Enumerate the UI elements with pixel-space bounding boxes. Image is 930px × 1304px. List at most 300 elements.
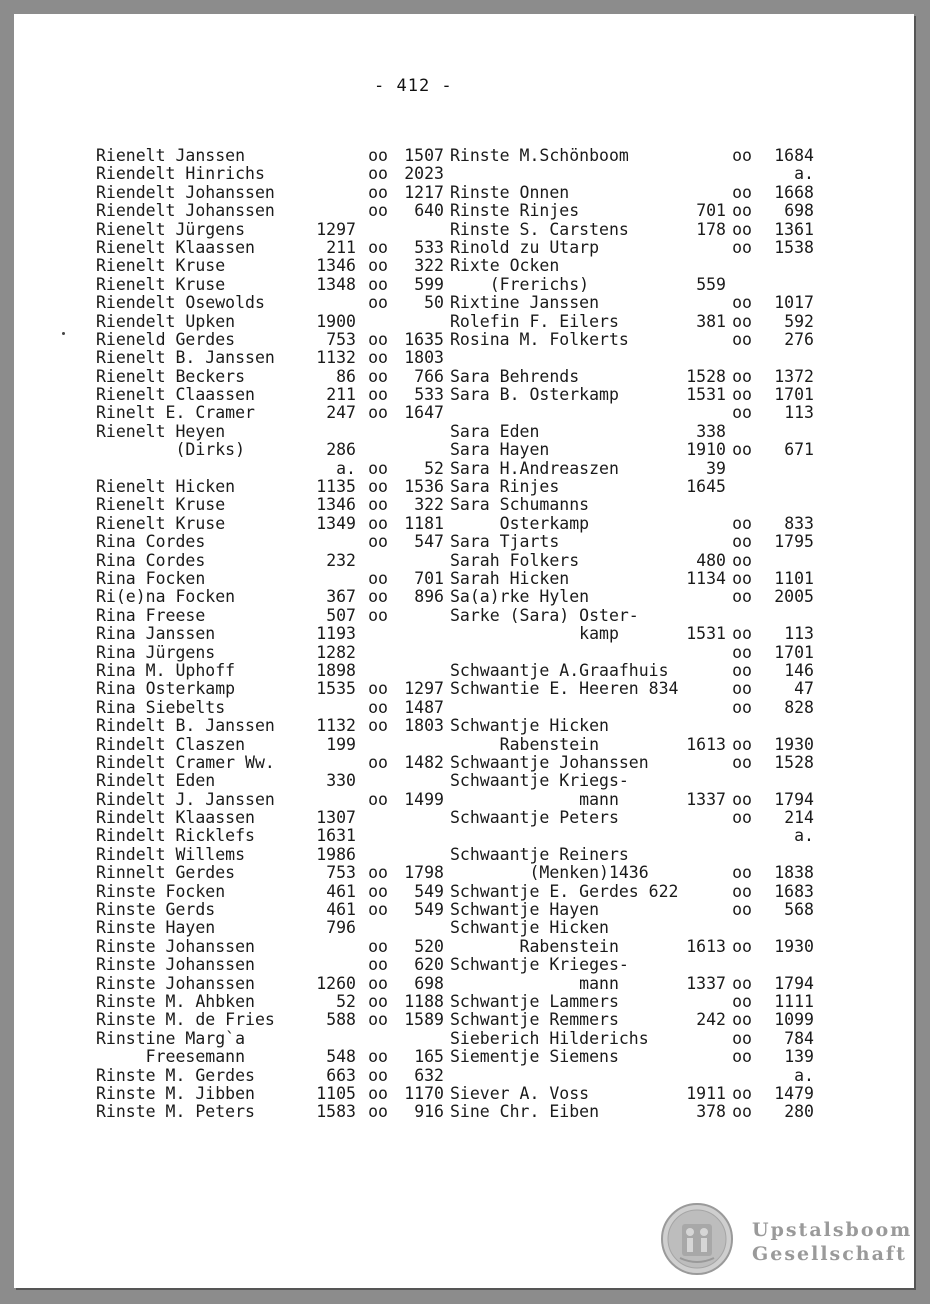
entry-reference: 698	[414, 973, 444, 993]
entry-reference: 1372	[774, 366, 814, 386]
index-entry	[450, 699, 816, 717]
entry-marriage-mark: oo	[368, 973, 388, 993]
entry-marriage-mark: oo	[732, 366, 752, 386]
index-entry	[96, 588, 458, 606]
entry-name: Rindelt Ricklefs	[96, 826, 255, 846]
entry-marriage-mark: oo	[732, 1102, 752, 1122]
index-entry	[96, 184, 458, 202]
entry-name: Sara Schumanns	[450, 495, 590, 515]
entry-name: Rina Janssen	[96, 624, 216, 644]
entry-reference: 1635	[404, 329, 444, 349]
left-column	[96, 147, 458, 1122]
index-entry	[450, 404, 816, 422]
entry-number: 1349	[316, 513, 356, 533]
society-name-line2: Gesellschaft	[752, 1243, 907, 1265]
entry-name: Rolefin F. Eilers	[450, 311, 619, 331]
index-entry	[450, 717, 816, 735]
index-entry	[450, 1011, 816, 1029]
entry-number: 753	[326, 329, 356, 349]
entry-name: mann	[450, 789, 619, 809]
entry-name: Riendelt Upken	[96, 311, 236, 331]
entry-marriage-mark: oo	[368, 293, 388, 313]
index-entry	[96, 368, 458, 386]
entry-reference: 1507	[404, 146, 444, 165]
entry-name: Freesemann	[96, 1047, 246, 1067]
entry-number: 1531	[686, 624, 726, 644]
entry-name: Rindelt Eden	[96, 771, 216, 791]
entry-marriage-mark: oo	[732, 403, 752, 423]
entry-name: Rienelt Claassen	[96, 385, 255, 405]
entry-reference: 1684	[774, 146, 814, 165]
entry-marriage-mark: oo	[732, 201, 752, 221]
entry-reference: 620	[414, 955, 444, 975]
entry-marriage-mark: oo	[732, 513, 752, 533]
entry-marriage-mark: oo	[732, 219, 752, 239]
entry-marriage-mark: oo	[368, 201, 388, 221]
entry-name: Rina Siebelts	[96, 697, 226, 717]
index-entry	[96, 478, 458, 496]
entry-name: Rinste Johanssen	[96, 973, 255, 993]
entry-number: 1898	[316, 660, 356, 680]
entry-marriage-mark: oo	[732, 293, 752, 313]
entry-name: Sarke (Sara) Oster-	[450, 605, 639, 625]
index-entry	[450, 827, 816, 845]
index-entry	[96, 809, 458, 827]
entry-name: Siever A. Voss	[450, 1083, 590, 1103]
entry-name: Rinste Rinjes	[450, 201, 580, 221]
index-entry	[450, 349, 816, 367]
entry-reference: 113	[784, 403, 814, 423]
entry-name: Sieberich Hilderichs	[450, 1028, 649, 1048]
index-entry	[96, 736, 458, 754]
index-entry	[96, 441, 458, 459]
index-entry	[96, 956, 458, 974]
index-entry	[96, 147, 458, 165]
entry-name: Rinold zu Utarp	[450, 237, 600, 257]
entry-marriage-mark: oo	[368, 991, 388, 1011]
index-entry	[450, 1067, 816, 1085]
entry-number: a.	[336, 458, 356, 478]
index-entry	[450, 202, 816, 220]
index-entry	[450, 184, 816, 202]
entry-marriage-mark: oo	[732, 789, 752, 809]
entry-name: Rinelt E. Cramer	[96, 403, 255, 423]
entry-marriage-mark: oo	[732, 440, 752, 460]
index-entry	[96, 1103, 458, 1121]
entry-reference: 2023	[404, 164, 444, 184]
entry-marriage-mark: oo	[732, 1010, 752, 1030]
index-entry	[96, 1085, 458, 1103]
index-entry	[450, 1103, 816, 1121]
entry-marriage-mark: oo	[732, 881, 752, 901]
entry-marriage-mark: oo	[732, 311, 752, 331]
entry-name: Schwantje Hicken	[450, 716, 609, 736]
index-entry	[96, 883, 458, 901]
entry-reference: 2005	[774, 587, 814, 607]
entry-marriage-mark: oo	[368, 513, 388, 533]
entry-marriage-mark: oo	[732, 624, 752, 644]
entry-name: Rixtine Janssen	[450, 293, 600, 313]
entry-reference: 1297	[404, 679, 444, 699]
index-entry	[450, 239, 816, 257]
index-entry	[96, 993, 458, 1011]
entry-marriage-mark: oo	[368, 256, 388, 276]
entry-marriage-mark: oo	[732, 697, 752, 717]
index-entry	[450, 441, 816, 459]
entry-number: 1297	[316, 219, 356, 239]
index-entry	[450, 386, 816, 404]
entry-name: Schwantie E. Heeren 834	[450, 679, 679, 699]
entry-number: 588	[326, 1010, 356, 1030]
entry-name: Rinste M. Ahbken	[96, 991, 255, 1011]
entry-reference: 698	[784, 201, 814, 221]
index-entry	[450, 791, 816, 809]
index-entry	[96, 662, 458, 680]
entry-name: Rinste Hayen	[96, 918, 216, 938]
index-entry	[450, 478, 816, 496]
index-entry	[96, 846, 458, 864]
entry-reference: 1487	[404, 697, 444, 717]
entry-number: 1900	[316, 311, 356, 331]
entry-marriage-mark: oo	[732, 679, 752, 699]
entry-name: Riendelt Hinrichs	[96, 164, 265, 184]
entry-name: Rina M. Uphoff	[96, 660, 236, 680]
index-entry	[450, 772, 816, 790]
entry-name: Rienelt Hicken	[96, 477, 236, 497]
entry-marriage-mark: oo	[732, 808, 752, 828]
entry-marriage-mark: oo	[368, 716, 388, 736]
index-entry	[450, 754, 816, 772]
index-entry	[450, 846, 816, 864]
entry-name: Schwaantje Kriegs-	[450, 771, 629, 791]
entry-reference: 701	[414, 568, 444, 588]
entry-reference: 322	[414, 256, 444, 276]
entry-name: Rindelt B. Janssen	[96, 716, 275, 736]
entry-reference: 1668	[774, 182, 814, 202]
entry-marriage-mark: oo	[368, 477, 388, 497]
entry-number: 1282	[316, 642, 356, 662]
entry-marriage-mark: oo	[368, 403, 388, 423]
entry-marriage-mark: oo	[368, 605, 388, 625]
entry-marriage-mark: oo	[368, 1102, 388, 1122]
entry-name: Rinste M. de Fries	[96, 1010, 275, 1030]
index-entry	[450, 680, 816, 698]
entry-reference: 1701	[774, 642, 814, 662]
entry-name: Rinste Gerds	[96, 900, 216, 920]
index-entry	[96, 901, 458, 919]
entry-marriage-mark: oo	[732, 863, 752, 883]
entry-number: 378	[696, 1102, 726, 1122]
entry-name: Rienelt Kruse	[96, 495, 226, 515]
entry-name: Rabenstein	[450, 936, 619, 956]
entry-number: 1535	[316, 679, 356, 699]
entry-name: Rienelt Kruse	[96, 513, 226, 533]
entry-name: Riendelt Johanssen	[96, 182, 275, 202]
entry-marriage-mark: oo	[732, 991, 752, 1011]
entry-name: Osterkamp	[450, 513, 590, 533]
entry-name: Rinste Focken	[96, 881, 226, 901]
entry-name: Schwantje Krieges-	[450, 955, 629, 975]
entry-reference: 896	[414, 587, 444, 607]
entry-number: 367	[326, 587, 356, 607]
index-entry	[96, 515, 458, 533]
entry-name: Sarah Folkers	[450, 550, 580, 570]
entry-reference: 1111	[774, 991, 814, 1011]
index-entry	[450, 1030, 816, 1048]
entry-name: Rina Cordes	[96, 550, 206, 570]
index-entry	[96, 625, 458, 643]
index-entry	[450, 294, 816, 312]
entry-reference: 113	[784, 624, 814, 644]
entry-number: 1132	[316, 716, 356, 736]
entry-reference: 47	[794, 679, 814, 699]
index-entry	[450, 257, 816, 275]
index-entry	[96, 294, 458, 312]
entry-reference: 1482	[404, 752, 444, 772]
entry-reference: 1930	[774, 936, 814, 956]
entry-marriage-mark: oo	[368, 366, 388, 386]
entry-marriage-mark: oo	[732, 752, 752, 772]
entry-number: 338	[696, 421, 726, 441]
entry-reference: 520	[414, 936, 444, 956]
index-entry	[96, 1011, 458, 1029]
entry-reference: 1701	[774, 385, 814, 405]
entry-marriage-mark: oo	[368, 329, 388, 349]
entry-number: 1134	[686, 568, 726, 588]
index-entry	[450, 662, 816, 680]
entry-name: Schwantje Lammers	[450, 991, 619, 1011]
entry-number: 1986	[316, 844, 356, 864]
entry-number: 548	[326, 1047, 356, 1067]
entry-reference: 139	[784, 1047, 814, 1067]
entry-reference: 1217	[404, 182, 444, 202]
entry-name: Rindelt Willems	[96, 844, 246, 864]
index-entry	[450, 809, 816, 827]
entry-marriage-mark: oo	[368, 789, 388, 809]
entry-name: Rinste Onnen	[450, 182, 570, 202]
index-entry	[96, 239, 458, 257]
entry-name: Rinnelt Gerdes	[96, 863, 236, 883]
entry-number: 1645	[686, 477, 726, 497]
index-entry	[96, 827, 458, 845]
entry-reference: 1170	[404, 1083, 444, 1103]
entry-reference: 599	[414, 274, 444, 294]
entry-name: Rina Focken	[96, 568, 206, 588]
entry-marriage-mark: oo	[368, 568, 388, 588]
entry-number: 559	[696, 274, 726, 294]
index-entry	[450, 570, 816, 588]
index-entry	[450, 1085, 816, 1103]
entry-marriage-mark: oo	[368, 495, 388, 515]
society-seal-icon	[660, 1202, 734, 1276]
index-entry	[96, 423, 458, 441]
entry-name: Rienelt Janssen	[96, 146, 246, 165]
entry-name: Rina Cordes	[96, 532, 206, 552]
entry-marriage-mark: oo	[368, 237, 388, 257]
entry-marriage-mark: oo	[732, 660, 752, 680]
entry-marriage-mark: oo	[368, 697, 388, 717]
entry-name: Rinste M. Jibben	[96, 1083, 255, 1103]
entry-marriage-mark: oo	[368, 1065, 388, 1085]
index-entry	[96, 1048, 458, 1066]
entry-number: 247	[326, 403, 356, 423]
entry-number: 232	[326, 550, 356, 570]
stray-mark	[62, 332, 65, 335]
index-entry	[96, 791, 458, 809]
index-entry	[450, 919, 816, 937]
entry-marriage-mark: oo	[368, 881, 388, 901]
entry-reference: 671	[784, 440, 814, 460]
entry-number: 381	[696, 311, 726, 331]
entry-reference: 784	[784, 1028, 814, 1048]
entry-name: Rina Freese	[96, 605, 206, 625]
entry-number: 1910	[686, 440, 726, 460]
entry-name: Rosina M. Folkerts	[450, 329, 629, 349]
entry-number: 178	[696, 219, 726, 239]
entry-marriage-mark: oo	[732, 182, 752, 202]
entry-marriage-mark: oo	[732, 1047, 752, 1067]
entry-name: Sara Eden	[450, 421, 540, 441]
index-entry	[450, 975, 816, 993]
index-entry	[96, 570, 458, 588]
entry-marriage-mark: oo	[732, 973, 752, 993]
index-entry	[450, 552, 816, 570]
index-entry	[96, 1067, 458, 1085]
entry-name: Rindelt Cramer Ww.	[96, 752, 275, 772]
entry-marriage-mark: oo	[368, 164, 388, 184]
entry-reference: 280	[784, 1102, 814, 1122]
entry-name: Schwantje Remmers	[450, 1010, 619, 1030]
right-column	[450, 147, 816, 1122]
index-entry	[96, 772, 458, 790]
entry-marriage-mark: oo	[368, 1083, 388, 1103]
entry-number: 461	[326, 900, 356, 920]
index-entry	[96, 257, 458, 275]
index-entry	[450, 607, 816, 625]
entry-name: Sara Rinjes	[450, 477, 560, 497]
entry-reference: 828	[784, 697, 814, 717]
entry-marriage-mark: oo	[368, 274, 388, 294]
entry-number: 663	[326, 1065, 356, 1085]
entry-marriage-mark: oo	[732, 329, 752, 349]
entry-marriage-mark: oo	[368, 1010, 388, 1030]
entry-name: Schwantje E. Gerdes 622	[450, 881, 679, 901]
entry-reference: 640	[414, 201, 444, 221]
entry-reference: 1803	[404, 348, 444, 368]
entry-name: Rinste Johanssen	[96, 936, 255, 956]
index-entry	[96, 349, 458, 367]
entry-reference: a.	[794, 164, 814, 184]
entry-number: 1337	[686, 973, 726, 993]
entry-reference: 1536	[404, 477, 444, 497]
entry-name: Rienelt Kruse	[96, 274, 226, 294]
index-entry	[450, 460, 816, 478]
entry-reference: 1794	[774, 789, 814, 809]
entry-marriage-mark: oo	[368, 348, 388, 368]
entry-reference: a.	[794, 826, 814, 846]
entry-reference: 533	[414, 237, 444, 257]
entry-number: 39	[706, 458, 726, 478]
entry-number: 1346	[316, 256, 356, 276]
entry-name: Rienelt Klaassen	[96, 237, 255, 257]
entry-number: 1583	[316, 1102, 356, 1122]
index-entry	[96, 938, 458, 956]
entry-name: Sine Chr. Eiben	[450, 1102, 600, 1122]
index-entry	[450, 313, 816, 331]
entry-name: Sara Hayen	[450, 440, 550, 460]
index-entry	[96, 496, 458, 514]
entry-name: (Dirks)	[96, 440, 246, 460]
entry-name: Schwantje Hayen	[450, 900, 600, 920]
entry-reference: 1181	[404, 513, 444, 533]
entry-number: 1132	[316, 348, 356, 368]
entry-number: 52	[336, 991, 356, 1011]
entry-marriage-mark: oo	[368, 863, 388, 883]
index-entry	[96, 864, 458, 882]
entry-number: 211	[326, 385, 356, 405]
entry-name: Rindelt J. Janssen	[96, 789, 275, 809]
entry-name: Riendelt Osewolds	[96, 293, 265, 313]
entry-name: Sara Behrends	[450, 366, 580, 386]
index-entry	[96, 1030, 458, 1048]
entry-number: 753	[326, 863, 356, 883]
index-entry	[96, 644, 458, 662]
index-entry	[450, 331, 816, 349]
entry-number: 1531	[686, 385, 726, 405]
entry-reference: 766	[414, 366, 444, 386]
entry-reference: 1589	[404, 1010, 444, 1030]
entry-number: 1528	[686, 366, 726, 386]
entry-name: Schwaantje A.Graafhuis	[450, 660, 669, 680]
entry-reference: 1683	[774, 881, 814, 901]
entry-reference: 1798	[404, 863, 444, 883]
index-entry	[450, 901, 816, 919]
entry-number: 330	[326, 771, 356, 791]
index-entry	[96, 276, 458, 294]
entry-name: Rinste S. Carstens	[450, 219, 629, 239]
entry-number: 286	[326, 440, 356, 460]
entry-reference: 1803	[404, 716, 444, 736]
entry-reference: 549	[414, 881, 444, 901]
entry-reference: 322	[414, 495, 444, 515]
entry-name: Schwantje Hicken	[450, 918, 609, 938]
entry-number: 1348	[316, 274, 356, 294]
entry-marriage-mark: oo	[732, 587, 752, 607]
entry-name: Rixte Ocken	[450, 256, 560, 276]
society-name	[752, 1218, 912, 1266]
entry-reference: 592	[784, 311, 814, 331]
entry-marriage-mark: oo	[732, 642, 752, 662]
entry-marriage-mark: oo	[368, 752, 388, 772]
entry-name: Sara Tjarts	[450, 532, 560, 552]
entry-number: 1911	[686, 1083, 726, 1103]
entry-reference: 1101	[774, 568, 814, 588]
entry-name: Sarah Hicken	[450, 568, 570, 588]
society-name-line1: Upstalsboom	[752, 1219, 913, 1241]
entry-marriage-mark: oo	[368, 955, 388, 975]
entry-number: 1105	[316, 1083, 356, 1103]
entry-marriage-mark: oo	[368, 900, 388, 920]
entry-name: Schwaantje Reiners	[450, 844, 629, 864]
index-entry	[96, 313, 458, 331]
entry-name: Riendelt Johanssen	[96, 201, 275, 221]
index-entry	[450, 588, 816, 606]
index-entry	[96, 919, 458, 937]
entry-marriage-mark: oo	[732, 237, 752, 257]
entry-reference: 276	[784, 329, 814, 349]
index-entry	[96, 680, 458, 698]
entry-reference: 833	[784, 513, 814, 533]
